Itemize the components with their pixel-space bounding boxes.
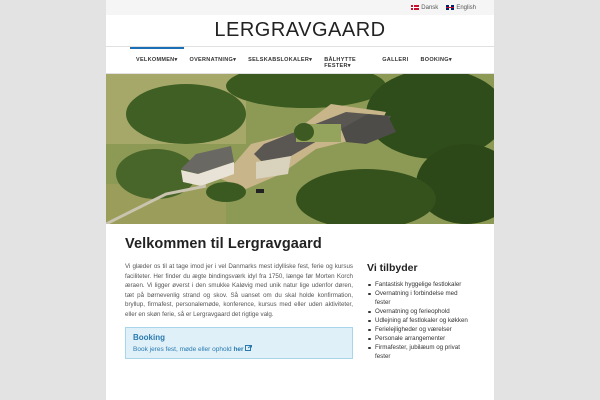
list-item: Overnatning i forbindelse med fester (367, 289, 473, 307)
booking-text: Book jeres fest, møde eller ophold her (133, 345, 345, 353)
main-nav (106, 46, 494, 74)
list-item: Udlejning af festlokaler og køkken (367, 316, 473, 325)
list-item: Fantastisk hyggelige festlokaler (367, 280, 473, 289)
nav-item-selskabslokaler[interactable]: SELSKABSLOKALER▾ (248, 57, 313, 63)
sidebar (353, 236, 473, 361)
booking-title: Booking (133, 333, 165, 342)
booking-link[interactable]: her (233, 346, 244, 353)
booking-callout (125, 327, 353, 359)
language-bar (106, 0, 494, 15)
hero-image (106, 74, 494, 224)
nav-item-booking[interactable]: BOOKING▾ (420, 57, 452, 63)
nav-item-overnatning[interactable]: OVERNATNING▾ (189, 57, 237, 63)
language-english[interactable] (446, 5, 476, 11)
language-danish[interactable] (411, 5, 438, 11)
page-title: Velkommen til Lergravgaard (125, 236, 322, 252)
sidebar-title: Vi tilbyder (367, 262, 418, 274)
nav-item-velkommen[interactable]: VELKOMMEN▾ (130, 47, 184, 74)
external-link-icon (245, 346, 252, 353)
content-area (106, 224, 494, 361)
nav-item-galleri[interactable]: GALLERI (382, 57, 409, 63)
danish-flag-icon (411, 5, 419, 10)
list-item: Overnatning og ferieophold (367, 307, 473, 316)
page (106, 0, 494, 400)
site-logo[interactable]: LERGRAVGAARD (214, 19, 386, 41)
main-column (125, 236, 353, 361)
uk-flag-icon (446, 5, 454, 10)
farmhouse-aerial-image (106, 74, 494, 224)
list-item: Ferielejligheder og værelser (367, 325, 473, 334)
language-label: English (456, 4, 476, 11)
language-label: Dansk (421, 4, 439, 11)
nav-item-balhytte-fester[interactable]: BÅLHYTTE FESTER▾ (324, 57, 356, 69)
list-item: Firmafester, jubilæum og privat fester (367, 343, 473, 361)
offers-list (367, 280, 473, 361)
list-item: Personale arrangementer (367, 334, 473, 343)
intro-text: Vi glæder os til at tage imod jer i vel Danmarks mest idylliske fest, ferie og kursus faciliteter. Her finder du ægte bindingsværk idyl fra 1750, længe før Morten Korch æraen. Vi ligger øverst i den smukke Kaløvig med unik natur lige udenfor døren, tæt på børnevenlig strand og skov. Så uanset om du skal holde konfirmation, bryllup, firmafest, personalemøde, konference, kursus med eller uden aktiviteter, eller en skøn ferie, så er Lergravgaard det rigtige valg. (125, 263, 353, 318)
